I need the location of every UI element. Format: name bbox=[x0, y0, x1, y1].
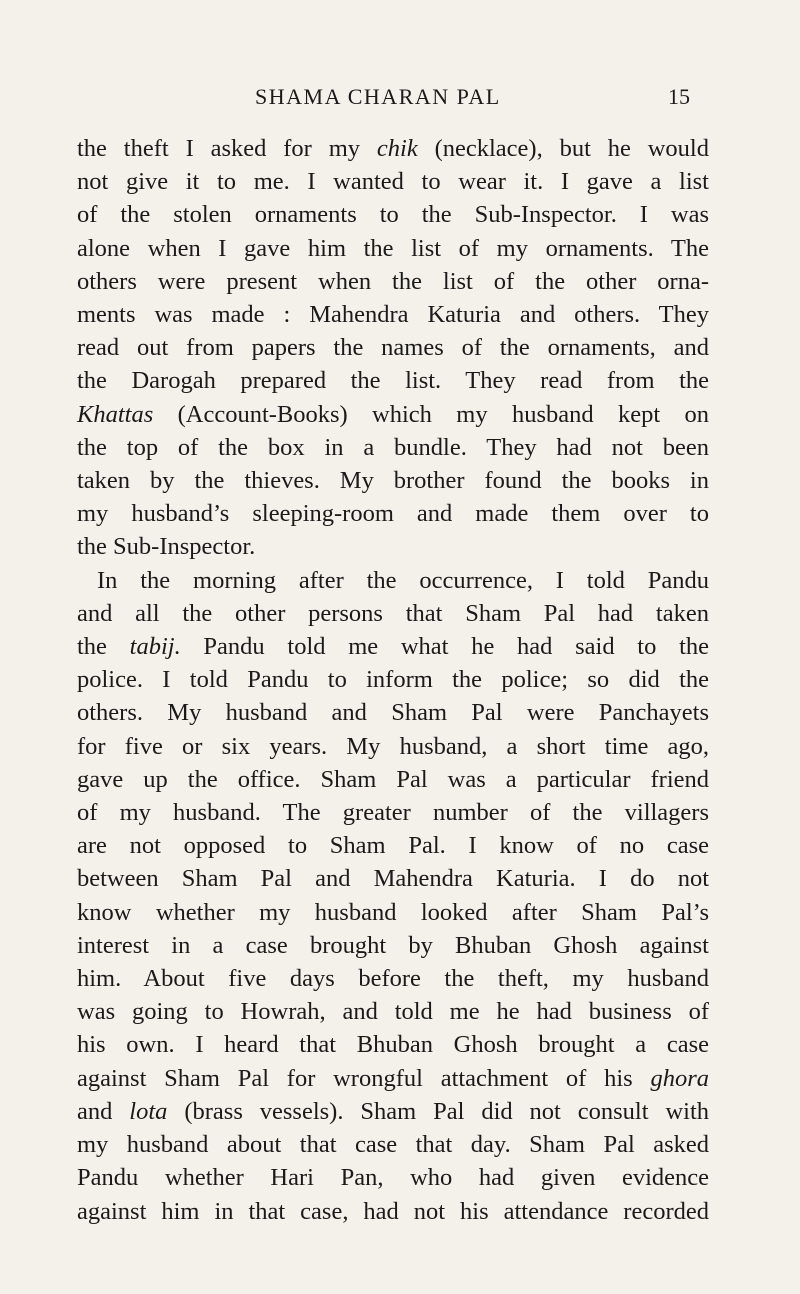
text-segment: his own. I heard that Bhuban Ghosh brought a case bbox=[77, 1031, 709, 1059]
text-line bbox=[77, 564, 709, 597]
text-segment: Pandu told me what he had said to the bbox=[180, 633, 710, 661]
text-segment: my husband about that case that day. Sham Pal asked bbox=[77, 1131, 709, 1159]
text-line bbox=[77, 696, 709, 729]
text-segment: know whether my husband looked after Sham Pal’s bbox=[77, 898, 709, 926]
italic-term: tabij. bbox=[129, 633, 181, 661]
text-line bbox=[77, 431, 709, 464]
italic-term: ghora bbox=[650, 1064, 709, 1092]
text-line bbox=[77, 398, 709, 431]
text-segment: alone when I gave him the list of my ornaments. The bbox=[77, 234, 709, 262]
text-segment: others. My husband and Sham Pal were Panchayets bbox=[77, 699, 709, 727]
text-segment: gave up the office. Sham Pal was a particular friend bbox=[77, 765, 709, 793]
text-segment: the Darogah prepared the list. They read from the bbox=[77, 367, 709, 395]
text-line bbox=[77, 1128, 709, 1161]
text-line bbox=[77, 1028, 709, 1061]
text-line bbox=[77, 730, 709, 763]
text-segment: ments was made : Mahendra Katuria and others. They bbox=[77, 301, 709, 329]
text-line bbox=[77, 995, 709, 1028]
text-line bbox=[77, 1095, 709, 1128]
text-line bbox=[77, 298, 709, 331]
text-line bbox=[77, 630, 709, 663]
text-line bbox=[77, 896, 709, 929]
running-title: SHAMA CHARAN PAL bbox=[255, 84, 501, 109]
text-line bbox=[77, 198, 709, 231]
text-segment: (Account-Books) which my husband kept on bbox=[153, 400, 709, 428]
text-segment: him. About five days before the theft, my husband bbox=[77, 965, 709, 993]
text-segment: between Sham Pal and Mahendra Katuria. I do not bbox=[77, 865, 709, 893]
text-segment: was going to Howrah, and told me he had business of bbox=[77, 998, 709, 1026]
text-segment: and bbox=[77, 1097, 130, 1125]
text-segment: of my husband. The greater number of the villagers bbox=[77, 799, 709, 827]
italic-term: lota bbox=[129, 1097, 168, 1125]
text-segment: interest in a case brought by Bhuban Ghosh against bbox=[77, 931, 709, 959]
text-segment: the top of the box in a bundle. They had not been bbox=[77, 433, 709, 461]
text-line bbox=[77, 597, 709, 630]
italic-term: chik bbox=[376, 135, 418, 162]
text-line bbox=[77, 796, 709, 829]
text-segment: for five or six years. My husband, a short time ago, bbox=[77, 732, 709, 760]
text-line bbox=[77, 497, 709, 530]
text-line bbox=[77, 464, 709, 497]
text-line bbox=[77, 929, 709, 962]
body-text bbox=[77, 132, 709, 1228]
text-segment: read out from papers the names of the ornaments, and bbox=[77, 334, 709, 362]
text-line bbox=[77, 663, 709, 696]
text-segment: my husband’s sleeping-room and made them over to bbox=[77, 500, 709, 528]
text-segment: Pandu whether Hari Pan, who had given evidence bbox=[77, 1164, 709, 1192]
text-segment: of the stolen ornaments to the Sub-Inspector. I was bbox=[77, 201, 709, 229]
text-line bbox=[77, 862, 709, 895]
text-segment: police. I told Pandu to inform the police; so did the bbox=[77, 666, 709, 694]
text-line bbox=[77, 1161, 709, 1194]
text-segment: are not opposed to Sham Pal. I know of no case bbox=[77, 832, 709, 860]
text-segment: In the morning after the occurrence, I told Pandu bbox=[97, 566, 709, 594]
text-segment: others were present when the list of the other orna- bbox=[77, 267, 709, 295]
text-line bbox=[77, 165, 709, 198]
text-segment: the theft I asked for my bbox=[77, 135, 377, 162]
text-segment: and all the other persons that Sham Pal had taken bbox=[77, 599, 709, 627]
text-line bbox=[77, 763, 709, 796]
italic-term: Khattas bbox=[77, 400, 154, 428]
text-segment: (necklace), but he would bbox=[417, 135, 709, 162]
text-line bbox=[77, 364, 709, 397]
text-line bbox=[77, 265, 709, 298]
text-line bbox=[77, 132, 709, 165]
text-segment: the bbox=[77, 633, 130, 661]
text-line bbox=[77, 962, 709, 995]
text-line bbox=[77, 232, 709, 265]
text-line bbox=[77, 829, 709, 862]
text-line bbox=[77, 1195, 709, 1228]
text-segment: not give it to me. I wanted to wear it. I gave a list bbox=[77, 168, 709, 196]
text-segment: the Sub-Inspector. bbox=[77, 533, 256, 561]
text-segment: (brass vessels). Sham Pal did not consult with bbox=[167, 1097, 710, 1125]
page-number: 15 bbox=[668, 84, 690, 109]
text-segment: against him in that case, had not his attendance recorded bbox=[77, 1197, 709, 1225]
text-line bbox=[77, 331, 709, 364]
text-segment: against Sham Pal for wrongful attachment of his bbox=[77, 1064, 651, 1092]
text-line bbox=[77, 530, 709, 563]
text-line bbox=[77, 1062, 709, 1095]
text-segment: taken by the thieves. My brother found the books in bbox=[77, 467, 709, 495]
